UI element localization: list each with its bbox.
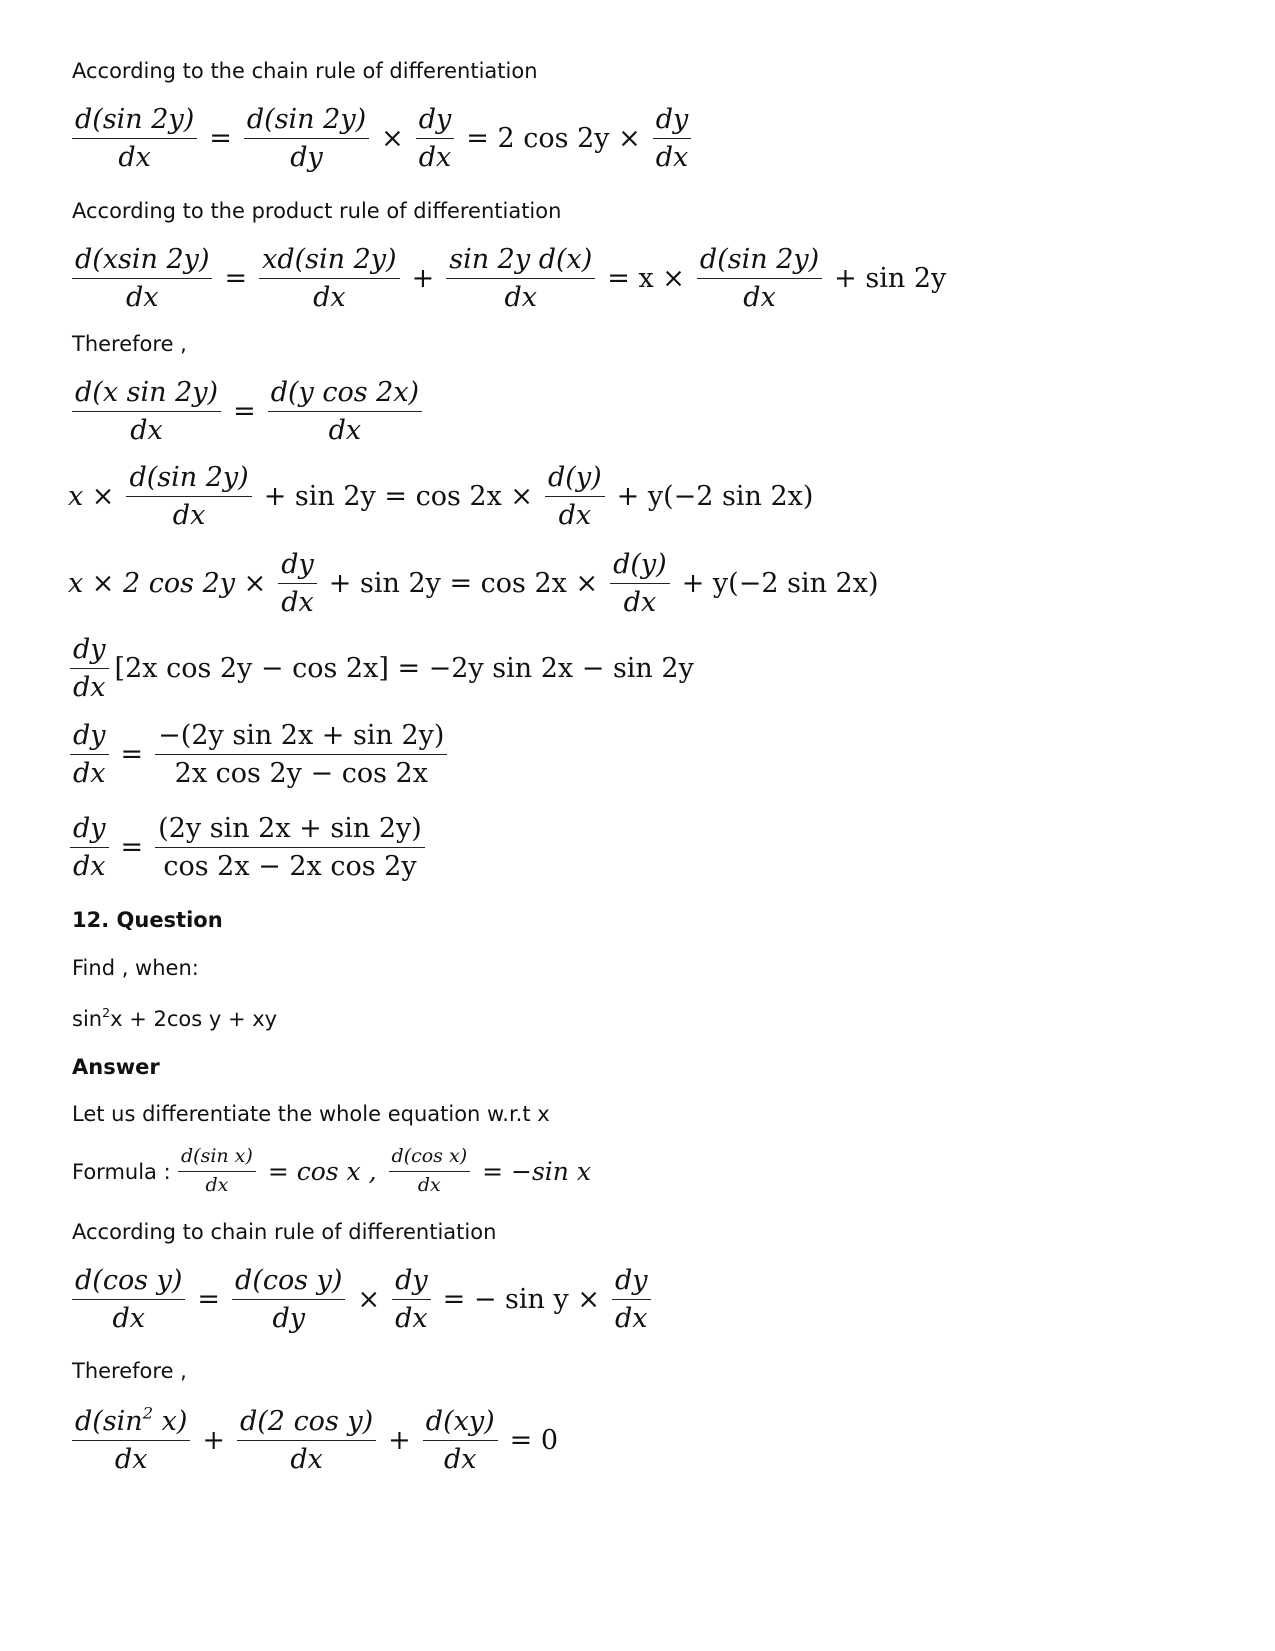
operator: = cos x , <box>267 1156 377 1186</box>
fraction <box>697 244 822 313</box>
fraction <box>244 104 369 173</box>
fraction <box>72 244 212 313</box>
numerator: d(cos y) <box>232 1265 345 1300</box>
fraction <box>653 104 692 173</box>
operator: + <box>411 263 435 295</box>
therefore-text: Therefore , <box>72 332 187 356</box>
formula-label: Formula : <box>72 1160 171 1184</box>
fraction <box>423 1406 498 1475</box>
numerator: sin 2y d(x) <box>446 244 595 279</box>
fraction <box>178 1146 256 1197</box>
equation-expanded <box>68 462 821 531</box>
operator: = −sin x <box>482 1156 591 1186</box>
numerator: dy <box>416 104 455 139</box>
numerator: d(2 cos y) <box>237 1406 376 1441</box>
equation-chain-sin2y <box>68 104 695 173</box>
numerator: d(x sin 2y) <box>72 377 221 412</box>
answer-intro-text: Let us differentiate the whole equation w.r.t x <box>72 1102 550 1126</box>
operator: × <box>357 1284 381 1316</box>
fraction <box>416 104 455 173</box>
denominator: dy <box>272 1303 306 1335</box>
chain-rule-text: According to the chain rule of differentiation <box>72 59 538 83</box>
expr-part: x + 2cos y + xy <box>110 1007 278 1031</box>
operator: = 0 <box>509 1425 559 1457</box>
numerator-part: d(sin <box>75 1406 143 1437</box>
operator: = <box>120 739 144 771</box>
fraction <box>72 104 197 173</box>
numerator: d(cos y) <box>72 1265 185 1300</box>
numerator: d(y) <box>545 462 605 497</box>
fraction <box>612 1265 651 1334</box>
denominator: dx <box>655 142 689 174</box>
operator: x × 2 cos 2y × <box>68 568 267 600</box>
equation-setup <box>68 377 426 446</box>
operator: = 2 cos 2y × <box>466 123 641 155</box>
fraction <box>232 1265 345 1334</box>
fraction <box>70 813 109 882</box>
fraction <box>446 244 595 313</box>
fraction <box>259 244 399 313</box>
numerator: dy <box>653 104 692 139</box>
fraction <box>72 1403 190 1476</box>
formula-equation <box>174 1146 599 1197</box>
denominator: dx <box>558 500 592 532</box>
denominator: cos 2x − 2x cos 2y <box>163 851 417 883</box>
numerator: dy <box>70 634 109 669</box>
denominator: 2x cos 2y − cos 2x <box>174 758 428 790</box>
denominator: dx <box>73 758 106 790</box>
fraction <box>155 813 425 882</box>
therefore-text-2: Therefore , <box>72 1359 187 1383</box>
fraction <box>70 634 109 703</box>
numerator: dy <box>70 813 109 848</box>
denominator: dx <box>504 282 537 314</box>
operator: = − sin y × <box>442 1284 600 1316</box>
fraction <box>268 377 422 446</box>
numerator: d(cos x) <box>389 1146 471 1172</box>
equation-chain-cosy <box>68 1265 655 1334</box>
operator: × <box>381 123 404 155</box>
numerator: dy <box>392 1265 431 1300</box>
fraction <box>278 549 317 618</box>
denominator: dx <box>743 282 776 314</box>
denominator: dx <box>118 142 151 174</box>
operator: = <box>120 832 144 864</box>
denominator: dx <box>623 587 657 619</box>
numerator-superscript: 2 <box>142 1403 154 1423</box>
denominator: dx <box>417 1173 441 1196</box>
denominator: dx <box>395 1303 428 1335</box>
denominator: dx <box>130 415 163 447</box>
operator: + <box>202 1425 225 1457</box>
operator: = <box>197 1284 221 1316</box>
answer-heading: Answer <box>72 1055 160 1079</box>
operator: + y(−2 sin 2x) <box>681 568 879 600</box>
expr-part: sin <box>72 1007 103 1031</box>
denominator: dx <box>172 500 206 532</box>
denominator: dx <box>281 587 314 619</box>
fraction <box>237 1406 376 1475</box>
numerator <box>72 1403 190 1441</box>
numerator: dy <box>278 549 317 584</box>
question-text: Find , when: <box>72 956 199 980</box>
denominator: dy <box>290 142 323 174</box>
operator: + sin 2y = cos 2x × <box>328 568 599 600</box>
operator: = <box>224 263 248 295</box>
denominator: dx <box>328 415 362 447</box>
numerator: d(sin 2y) <box>126 462 251 497</box>
fraction <box>545 462 605 531</box>
denominator: dx <box>125 282 159 314</box>
operator: [2x cos 2y − cos 2x] = −2y sin 2x − sin 2y <box>114 653 694 685</box>
numerator: d(xy) <box>423 1406 498 1441</box>
numerator: dy <box>612 1265 651 1300</box>
fraction <box>155 720 447 789</box>
fraction <box>72 1265 185 1334</box>
fraction <box>610 549 670 618</box>
operator: + sin 2y = cos 2x × <box>263 481 534 513</box>
fraction <box>126 462 251 531</box>
question-heading: 12. Question <box>72 908 223 932</box>
equation-collected <box>66 634 702 703</box>
denominator: dx <box>418 142 452 174</box>
product-rule-text: According to the product rule of differentiation <box>72 199 562 223</box>
numerator: d(xsin 2y) <box>72 244 212 279</box>
equation-final <box>66 813 429 882</box>
numerator: d(sin 2y) <box>72 104 197 139</box>
denominator: dx <box>290 1444 323 1476</box>
denominator: dx <box>73 672 106 704</box>
denominator: dx <box>114 1444 148 1476</box>
operator: = <box>233 396 256 428</box>
expr-superscript: 2 <box>102 1005 111 1021</box>
numerator: dy <box>70 720 109 755</box>
equation-sum-derivatives <box>68 1403 566 1476</box>
operator: + y(−2 sin 2x) <box>616 481 814 513</box>
fraction <box>392 1265 431 1334</box>
operator: x × <box>68 481 115 513</box>
denominator: dx <box>205 1173 229 1196</box>
fraction <box>72 377 221 446</box>
fraction <box>70 720 109 789</box>
denominator: dx <box>73 851 106 883</box>
numerator: d(y cos 2x) <box>268 377 422 412</box>
numerator: d(y) <box>610 549 670 584</box>
denominator: dx <box>443 1444 477 1476</box>
numerator: d(sin 2y) <box>244 104 369 139</box>
question-expression <box>72 1005 278 1031</box>
fraction <box>389 1146 471 1197</box>
operator: + <box>388 1425 411 1457</box>
numerator-part: x) <box>153 1406 188 1437</box>
equation-solved <box>66 720 451 789</box>
equation-product-rule <box>68 244 954 313</box>
denominator: dx <box>615 1303 648 1335</box>
denominator: dx <box>112 1303 145 1335</box>
numerator: xd(sin 2y) <box>259 244 399 279</box>
denominator: dx <box>313 282 346 314</box>
numerator: d(sin 2y) <box>697 244 822 279</box>
numerator: −(2y sin 2x + sin 2y) <box>155 720 447 755</box>
operator: + sin 2y <box>834 263 947 295</box>
chain-rule-text-2: According to chain rule of differentiation <box>72 1220 497 1244</box>
numerator: d(sin x) <box>178 1146 256 1172</box>
equation-substituted <box>68 549 887 618</box>
numerator: (2y sin 2x + sin 2y) <box>155 813 425 848</box>
operator: = x × <box>607 263 685 295</box>
operator: = <box>209 123 232 155</box>
